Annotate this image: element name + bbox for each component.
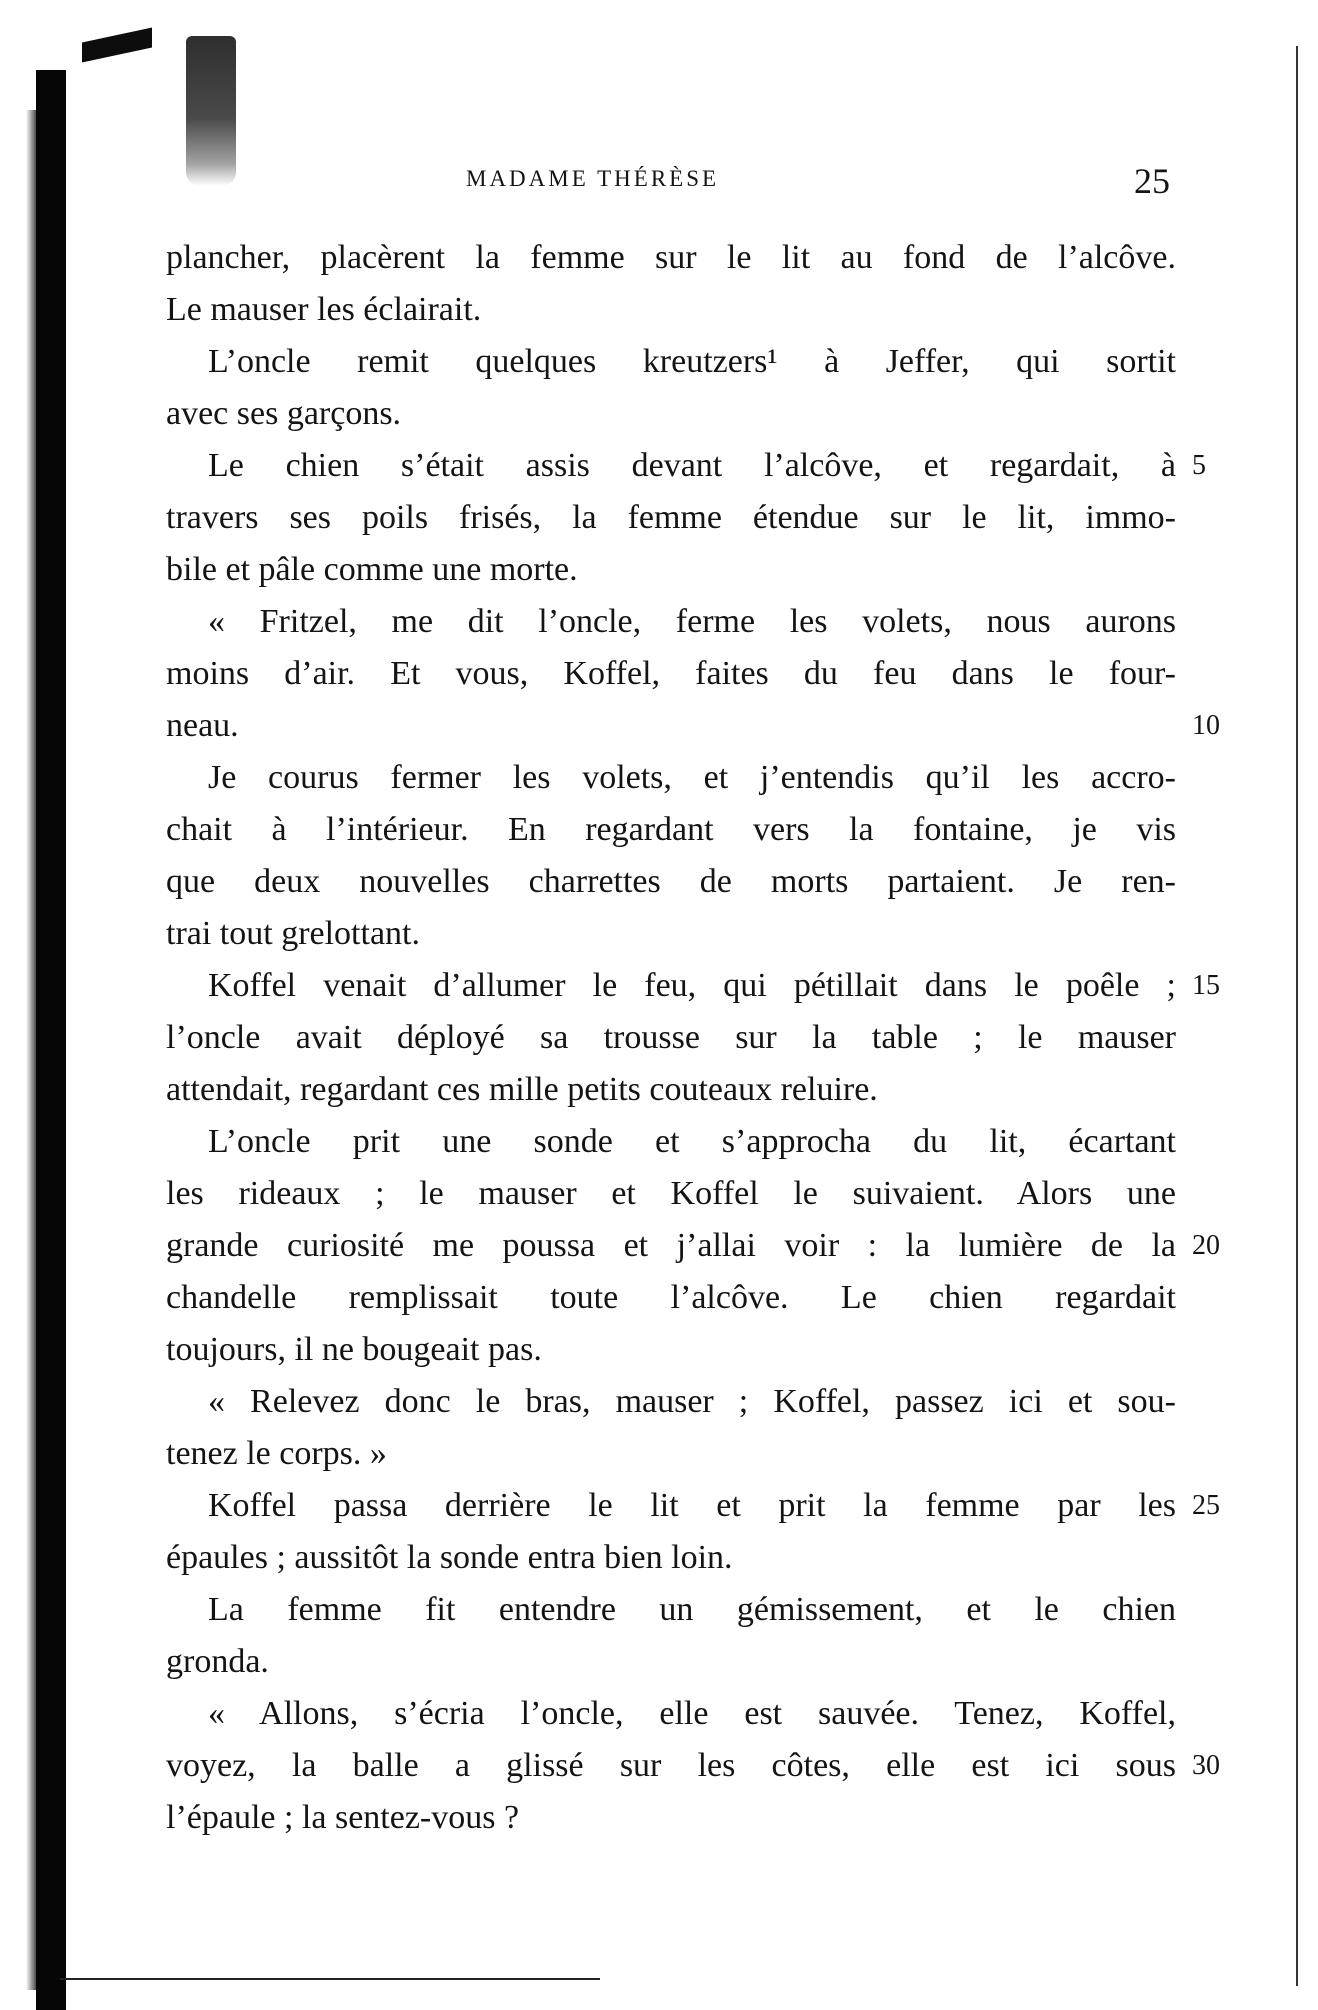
text-line-content: bile et pâle comme une morte.: [166, 551, 578, 588]
text-line: [166, 804, 1176, 856]
text-line: [166, 1168, 1176, 1220]
text-line-content: voyez, la balle a glissé sur les côtes, elle est ici sous: [166, 1747, 1176, 1784]
line-number: 15: [1192, 970, 1220, 1001]
text-line: [166, 700, 1220, 752]
text-line: [166, 492, 1176, 544]
page-edge-bottom: [60, 1978, 600, 1980]
line-number: 25: [1192, 1490, 1220, 1521]
text-line-content: plancher, placèrent la femme sur le lit au fond de l’alcôve.: [166, 239, 1176, 276]
text-line: [166, 856, 1176, 908]
text-line-content: toujours, il ne bougeait pas.: [166, 1331, 542, 1368]
spine-top-edge: [82, 28, 152, 63]
text-line-content: trai tout grelottant.: [166, 915, 420, 952]
text-line: [166, 908, 1176, 960]
text-line-content: travers ses poils frisés, la femme étendue sur le lit, immo-: [166, 499, 1176, 536]
text-line-content: gronda.: [166, 1643, 269, 1680]
body-text: [166, 232, 1220, 1844]
text-line-content: neau.: [166, 707, 239, 744]
book-spine: [36, 70, 66, 2010]
text-line-content: Le mauser les éclairait.: [166, 291, 482, 328]
text-line: [166, 1792, 1176, 1844]
text-line-content: que deux nouvelles charrettes de morts partaient. Je ren-: [166, 863, 1176, 900]
line-number: 20: [1192, 1230, 1220, 1261]
text-line-content: tenez le corps. »: [166, 1435, 387, 1472]
text-line: [166, 336, 1176, 388]
text-line: [166, 1220, 1220, 1272]
text-line-content: L’oncle remit quelques kreutzers¹ à Jeffer, qui sortit: [208, 343, 1176, 380]
text-line-content: « Fritzel, me dit l’oncle, ferme les volets, nous aurons: [208, 603, 1176, 640]
text-line: [166, 1740, 1220, 1792]
text-line: [166, 1584, 1176, 1636]
text-line: [166, 1480, 1220, 1532]
text-line: [166, 440, 1206, 492]
text-line: [166, 232, 1176, 284]
text-line: [166, 596, 1176, 648]
text-line-content: attendait, regardant ces mille petits couteaux reluire.: [166, 1071, 878, 1108]
text-line-content: chandelle remplissait toute l’alcôve. Le chien regardait: [166, 1279, 1176, 1316]
text-line-content: Je courus fermer les volets, et j’entendis qu’il les accro-: [208, 759, 1176, 796]
text-line: [166, 1688, 1176, 1740]
text-line-content: « Allons, s’écria l’oncle, elle est sauvée. Tenez, Koffel,: [208, 1695, 1176, 1732]
text-line-content: l’épaule ; la sentez-vous ?: [166, 1799, 520, 1836]
text-line-content: épaules ; aussitôt la sonde entra bien loin.: [166, 1539, 733, 1576]
text-line-content: L’oncle prit une sonde et s’approcha du lit, écartant: [208, 1123, 1176, 1160]
text-line: [166, 1064, 1176, 1116]
text-line: [166, 1428, 1176, 1480]
text-line: [166, 1116, 1176, 1168]
text-line: [166, 752, 1176, 804]
text-line-content: chait à l’intérieur. En regardant vers la fontaine, je vis: [166, 811, 1176, 848]
text-line-content: Le chien s’était assis devant l’alcôve, et regardait, à: [208, 447, 1176, 484]
text-line: [166, 544, 1176, 596]
line-number: 5: [1192, 450, 1206, 481]
line-number: 30: [1192, 1750, 1220, 1781]
text-line: [166, 1376, 1176, 1428]
line-number: 10: [1192, 710, 1220, 741]
text-line: [166, 1272, 1176, 1324]
text-line: [166, 1012, 1176, 1064]
page-number: 25: [1134, 161, 1170, 201]
text-line: [166, 284, 1176, 336]
text-line-content: grande curiosité me poussa et j’allai voir : la lumière de la: [166, 1227, 1176, 1264]
text-line: [166, 1324, 1176, 1376]
text-line-content: l’oncle avait déployé sa trousse sur la table ; le mauser: [166, 1019, 1176, 1056]
text-line-content: Koffel passa derrière le lit et prit la femme par les: [208, 1487, 1176, 1524]
text-line-content: « Relevez donc le bras, mauser ; Koffel, passez ici et sou-: [208, 1383, 1176, 1420]
scan-smudge: [186, 36, 236, 186]
text-line: [166, 648, 1176, 700]
text-line: [166, 1636, 1176, 1688]
text-line: [166, 960, 1220, 1012]
page-edge-right: [1296, 46, 1298, 1986]
text-line-content: avec ses garçons.: [166, 395, 402, 432]
running-head: [0, 161, 1318, 206]
text-line: [166, 388, 1176, 440]
text-line-content: La femme fit entendre un gémissement, et le chien: [208, 1591, 1176, 1628]
text-line-content: moins d’air. Et vous, Koffel, faites du feu dans le four-: [166, 655, 1176, 692]
text-line: [166, 1532, 1176, 1584]
running-title: MADAME THÉRÈSE: [466, 166, 720, 191]
text-line-content: les rideaux ; le mauser et Koffel le suivaient. Alors une: [166, 1175, 1176, 1212]
text-line-content: Koffel venait d’allumer le feu, qui pétillait dans le poêle ;: [208, 967, 1176, 1004]
